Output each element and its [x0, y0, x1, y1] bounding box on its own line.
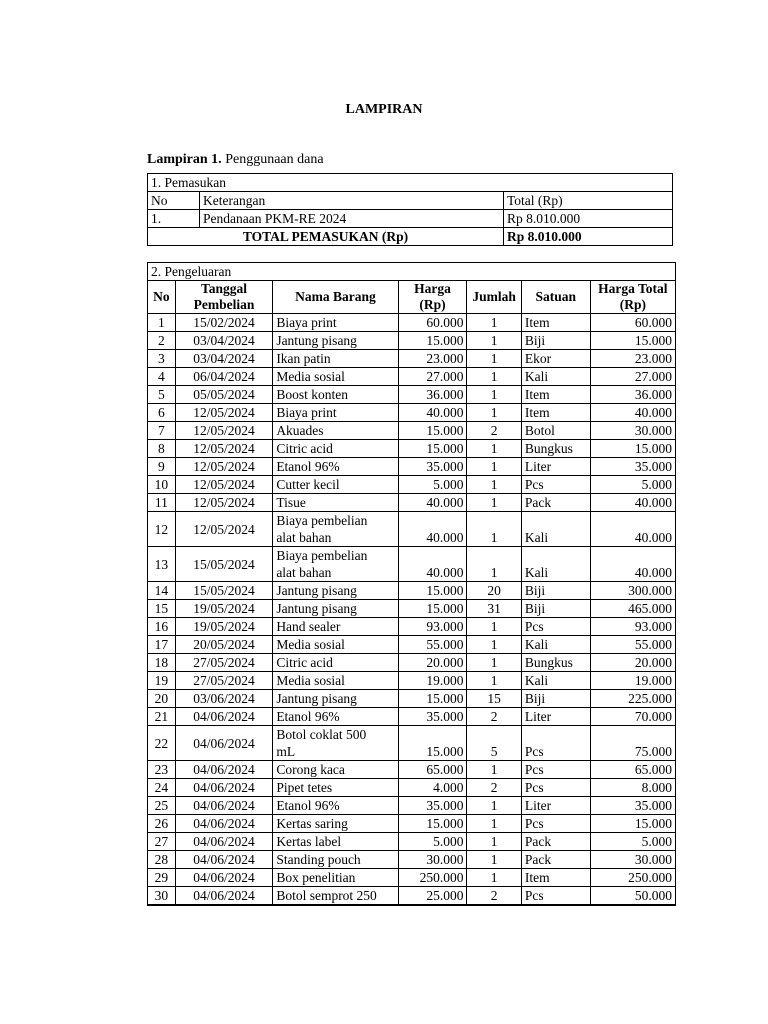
- income-section-row: [148, 174, 673, 192]
- cell-price: 40.000: [398, 404, 467, 422]
- header-total-line2: (Rp): [619, 297, 646, 312]
- cell-qty: 1: [467, 368, 521, 386]
- cell-qty: 20: [467, 582, 521, 600]
- cell-price: 15.000: [398, 440, 467, 458]
- caption-text: Penggunaan dana: [225, 152, 324, 167]
- income-header-row: [148, 192, 673, 210]
- cell-name: Jantung pisang: [273, 690, 398, 708]
- table-row: [148, 726, 676, 761]
- cell-unit: Pcs: [521, 726, 590, 761]
- table-row: [148, 512, 676, 547]
- cell-total: 23.000: [590, 350, 675, 368]
- cell-name: Media sosial: [273, 636, 398, 654]
- cell-qty: 1: [467, 314, 521, 332]
- cell-name-line2: mL: [276, 744, 296, 759]
- cell-date: 04/06/2024: [175, 851, 273, 869]
- cell-name: Jantung pisang: [273, 332, 398, 350]
- cell-total: 55.000: [590, 636, 675, 654]
- cell-price: 15.000: [398, 600, 467, 618]
- table-row: [148, 422, 676, 440]
- table-row: [148, 815, 676, 833]
- cell-total: 75.000: [590, 726, 675, 761]
- cell-no: 6: [148, 404, 176, 422]
- cell-no: 2: [148, 332, 176, 350]
- cell-date: 06/04/2024: [175, 368, 273, 386]
- cell-qty: 1: [467, 440, 521, 458]
- cell-unit: Pcs: [521, 476, 590, 494]
- cell-no: 17: [148, 636, 176, 654]
- cell-total: 30.000: [590, 422, 675, 440]
- cell-price: 93.000: [398, 618, 467, 636]
- cell-unit: Pack: [521, 494, 590, 512]
- cell-date: 04/06/2024: [175, 887, 273, 906]
- cell-qty: 31: [467, 600, 521, 618]
- income-row: [148, 210, 673, 228]
- cell-date: 12/05/2024: [175, 440, 273, 458]
- cell-no: 25: [148, 797, 176, 815]
- table-row: [148, 851, 676, 869]
- cell-no: 22: [148, 726, 176, 761]
- cell-unit: Kali: [521, 512, 590, 547]
- cell-qty: 1: [467, 494, 521, 512]
- cell-name: Jantung pisang: [273, 600, 398, 618]
- cell-unit: Ekor: [521, 350, 590, 368]
- cell-no: 26: [148, 815, 176, 833]
- cell-name: Biaya print: [273, 404, 398, 422]
- cell-qty: 1: [467, 761, 521, 779]
- cell-name-line1: Biaya pembelian: [276, 548, 368, 563]
- cell-no: 23: [148, 761, 176, 779]
- cell-unit: Kali: [521, 672, 590, 690]
- cell-qty: 1: [467, 672, 521, 690]
- cell-qty: 1: [467, 851, 521, 869]
- cell-price: 20.000: [398, 654, 467, 672]
- table-row: [148, 618, 676, 636]
- cell-total: 40.000: [590, 494, 675, 512]
- cell-price: 15.000: [398, 422, 467, 440]
- cell-no: 24: [148, 779, 176, 797]
- table-row: [148, 600, 676, 618]
- cell-total: 225.000: [590, 690, 675, 708]
- table-row: [148, 887, 676, 906]
- table-row: [148, 314, 676, 332]
- cell-date: 27/05/2024: [175, 654, 273, 672]
- caption-label: Lampiran 1.: [147, 152, 222, 167]
- cell-name: Etanol 96%: [273, 708, 398, 726]
- header-qty: Jumlah: [467, 281, 521, 314]
- header-no: No: [148, 281, 176, 314]
- cell-qty: 1: [467, 547, 521, 582]
- cell-price: 30.000: [398, 851, 467, 869]
- cell-unit: Item: [521, 404, 590, 422]
- cell-date: 12/05/2024: [175, 494, 273, 512]
- cell-name-line2: alat bahan: [276, 530, 332, 545]
- cell-qty: 1: [467, 815, 521, 833]
- cell-date: 04/06/2024: [175, 797, 273, 815]
- income-total-row: [148, 228, 673, 246]
- cell-no: 30: [148, 887, 176, 906]
- cell-name: Cutter kecil: [273, 476, 398, 494]
- cell-date: 12/05/2024: [175, 422, 273, 440]
- cell-name: Kertas label: [273, 833, 398, 851]
- income-header-total: Total (Rp): [504, 192, 673, 210]
- cell-total: 465.000: [590, 600, 675, 618]
- cell-unit: Kali: [521, 636, 590, 654]
- cell-date: 15/02/2024: [175, 314, 273, 332]
- expense-header-row: [148, 281, 676, 314]
- cell-price: 15.000: [398, 582, 467, 600]
- cell-unit: Kali: [521, 547, 590, 582]
- cell-no: 3: [148, 350, 176, 368]
- cell-no: 4: [148, 368, 176, 386]
- cell-price: 35.000: [398, 458, 467, 476]
- cell-no: 9: [148, 458, 176, 476]
- cell-qty: 1: [467, 350, 521, 368]
- cell-price: 23.000: [398, 350, 467, 368]
- cell-unit: Biji: [521, 600, 590, 618]
- cell-total: 35.000: [590, 458, 675, 476]
- cell-name: [273, 512, 398, 547]
- header-total-line1: Harga Total: [598, 281, 668, 296]
- cell-no: 20: [148, 690, 176, 708]
- cell-date: 04/06/2024: [175, 708, 273, 726]
- cell-name: Citric acid: [273, 440, 398, 458]
- cell-price: 15.000: [398, 332, 467, 350]
- cell-unit: Item: [521, 869, 590, 887]
- cell-name: Etanol 96%: [273, 458, 398, 476]
- header-price-line2: (Rp): [419, 297, 446, 312]
- cell-unit: Pack: [521, 833, 590, 851]
- cell-unit: Botol: [521, 422, 590, 440]
- cell-qty: 2: [467, 422, 521, 440]
- header-name: Nama Barang: [273, 281, 398, 314]
- cell-unit: Biji: [521, 332, 590, 350]
- cell-price: 60.000: [398, 314, 467, 332]
- cell-total: 40.000: [590, 404, 675, 422]
- cell-date: 03/04/2024: [175, 332, 273, 350]
- cell-qty: 15: [467, 690, 521, 708]
- cell-qty: 1: [467, 636, 521, 654]
- cell-price: 250.000: [398, 869, 467, 887]
- cell-date: 12/05/2024: [175, 458, 273, 476]
- cell-unit: Bungkus: [521, 440, 590, 458]
- table-row: [148, 440, 676, 458]
- cell-name: Citric acid: [273, 654, 398, 672]
- cell-no: 11: [148, 494, 176, 512]
- cell-price: 36.000: [398, 386, 467, 404]
- cell-total: 15.000: [590, 440, 675, 458]
- cell-date: 04/06/2024: [175, 726, 273, 761]
- expense-section-row: [148, 263, 676, 281]
- income-cell-desc: Pendanaan PKM-RE 2024: [200, 210, 504, 228]
- cell-name-line2: alat bahan: [276, 565, 332, 580]
- cell-unit: Item: [521, 314, 590, 332]
- cell-unit: Item: [521, 386, 590, 404]
- cell-qty: 1: [467, 512, 521, 547]
- cell-total: 36.000: [590, 386, 675, 404]
- cell-price: 25.000: [398, 887, 467, 906]
- header-date-line1: Tanggal: [201, 281, 248, 296]
- cell-price: 40.000: [398, 547, 467, 582]
- cell-total: 5.000: [590, 833, 675, 851]
- table-row: [148, 690, 676, 708]
- cell-date: 15/05/2024: [175, 582, 273, 600]
- cell-total: 5.000: [590, 476, 675, 494]
- table-row: [148, 332, 676, 350]
- cell-total: 30.000: [590, 851, 675, 869]
- cell-name: Botol semprot 250: [273, 887, 398, 906]
- cell-date: 04/06/2024: [175, 869, 273, 887]
- expense-section-title: 2. Pengeluaran: [148, 263, 676, 281]
- cell-total: 20.000: [590, 654, 675, 672]
- header-price-line1: Harga: [414, 281, 451, 296]
- cell-unit: Pcs: [521, 761, 590, 779]
- cell-total: 27.000: [590, 368, 675, 386]
- cell-no: 18: [148, 654, 176, 672]
- cell-total: 250.000: [590, 869, 675, 887]
- cell-no: 28: [148, 851, 176, 869]
- cell-no: 7: [148, 422, 176, 440]
- cell-total: 19.000: [590, 672, 675, 690]
- table-row: [148, 654, 676, 672]
- cell-name: Media sosial: [273, 368, 398, 386]
- cell-qty: 1: [467, 654, 521, 672]
- income-section-title: 1. Pemasukan: [148, 174, 673, 192]
- cell-name: [273, 547, 398, 582]
- cell-price: 19.000: [398, 672, 467, 690]
- cell-total: 15.000: [590, 332, 675, 350]
- cell-name: Box penelitian: [273, 869, 398, 887]
- table-row: [148, 582, 676, 600]
- income-cell-total: Rp 8.010.000: [504, 210, 673, 228]
- cell-name: Standing pouch: [273, 851, 398, 869]
- cell-total: 93.000: [590, 618, 675, 636]
- expense-table: [147, 262, 676, 906]
- cell-price: 27.000: [398, 368, 467, 386]
- cell-qty: 1: [467, 386, 521, 404]
- table-row: [148, 404, 676, 422]
- income-header-no: No: [148, 192, 200, 210]
- header-date: [175, 281, 273, 314]
- cell-price: 35.000: [398, 708, 467, 726]
- cell-qty: 1: [467, 618, 521, 636]
- cell-price: 65.000: [398, 761, 467, 779]
- cell-date: 19/05/2024: [175, 618, 273, 636]
- cell-unit: Pack: [521, 851, 590, 869]
- cell-unit: Pcs: [521, 815, 590, 833]
- cell-qty: 1: [467, 833, 521, 851]
- cell-price: 4.000: [398, 779, 467, 797]
- table-row: [148, 708, 676, 726]
- cell-price: 5.000: [398, 476, 467, 494]
- cell-name: Tisue: [273, 494, 398, 512]
- cell-no: 1: [148, 314, 176, 332]
- cell-date: 05/05/2024: [175, 386, 273, 404]
- header-total: [590, 281, 675, 314]
- income-cell-no: 1.: [148, 210, 200, 228]
- cell-name: Corong kaca: [273, 761, 398, 779]
- table-row: [148, 636, 676, 654]
- cell-unit: Biji: [521, 690, 590, 708]
- cell-date: 12/05/2024: [175, 404, 273, 422]
- income-total-label: TOTAL PEMASUKAN (Rp): [148, 228, 504, 246]
- cell-unit: Liter: [521, 458, 590, 476]
- table-row: [148, 368, 676, 386]
- cell-no: 15: [148, 600, 176, 618]
- header-date-line2: Pembelian: [193, 297, 255, 312]
- cell-name: Pipet tetes: [273, 779, 398, 797]
- cell-unit: Pcs: [521, 779, 590, 797]
- cell-qty: 1: [467, 332, 521, 350]
- cell-total: 60.000: [590, 314, 675, 332]
- table-row: [148, 797, 676, 815]
- cell-name: Ikan patin: [273, 350, 398, 368]
- cell-total: 40.000: [590, 512, 675, 547]
- cell-total: 35.000: [590, 797, 675, 815]
- cell-total: 70.000: [590, 708, 675, 726]
- cell-qty: 1: [467, 869, 521, 887]
- cell-no: 27: [148, 833, 176, 851]
- cell-qty: 2: [467, 779, 521, 797]
- cell-no: 14: [148, 582, 176, 600]
- cell-name: Biaya print: [273, 314, 398, 332]
- cell-no: 5: [148, 386, 176, 404]
- cell-name: Akuades: [273, 422, 398, 440]
- cell-date: 12/05/2024: [175, 512, 273, 547]
- table-row: [148, 547, 676, 582]
- cell-name: Jantung pisang: [273, 582, 398, 600]
- cell-unit: Pcs: [521, 887, 590, 906]
- income-header-desc: Keterangan: [200, 192, 504, 210]
- cell-total: 300.000: [590, 582, 675, 600]
- cell-no: 12: [148, 512, 176, 547]
- cell-qty: 5: [467, 726, 521, 761]
- cell-no: 19: [148, 672, 176, 690]
- income-table: [147, 173, 673, 246]
- header-unit: Satuan: [521, 281, 590, 314]
- table-row: [148, 761, 676, 779]
- cell-name: [273, 726, 398, 761]
- cell-date: 04/06/2024: [175, 833, 273, 851]
- cell-name: Hand sealer: [273, 618, 398, 636]
- cell-date: 03/04/2024: [175, 350, 273, 368]
- cell-date: 04/06/2024: [175, 815, 273, 833]
- cell-no: 29: [148, 869, 176, 887]
- income-total-value: Rp 8.010.000: [504, 228, 673, 246]
- cell-date: 27/05/2024: [175, 672, 273, 690]
- cell-unit: Liter: [521, 797, 590, 815]
- cell-price: 35.000: [398, 797, 467, 815]
- cell-no: 21: [148, 708, 176, 726]
- cell-name: Etanol 96%: [273, 797, 398, 815]
- cell-qty: 1: [467, 404, 521, 422]
- cell-total: 15.000: [590, 815, 675, 833]
- table-row: [148, 833, 676, 851]
- cell-date: 15/05/2024: [175, 547, 273, 582]
- cell-no: 10: [148, 476, 176, 494]
- table-row: [148, 672, 676, 690]
- table-row: [148, 494, 676, 512]
- cell-total: 40.000: [590, 547, 675, 582]
- cell-name: Kertas saring: [273, 815, 398, 833]
- cell-date: 12/05/2024: [175, 476, 273, 494]
- cell-unit: Pcs: [521, 618, 590, 636]
- cell-date: 19/05/2024: [175, 600, 273, 618]
- cell-unit: Kali: [521, 368, 590, 386]
- cell-unit: Bungkus: [521, 654, 590, 672]
- cell-name: Boost konten: [273, 386, 398, 404]
- table-row: [148, 350, 676, 368]
- cell-date: 04/06/2024: [175, 761, 273, 779]
- cell-price: 40.000: [398, 494, 467, 512]
- cell-price: 40.000: [398, 512, 467, 547]
- cell-qty: 1: [467, 476, 521, 494]
- cell-no: 8: [148, 440, 176, 458]
- cell-name-line1: Botol coklat 500: [276, 727, 367, 742]
- cell-no: 13: [148, 547, 176, 582]
- cell-qty: 2: [467, 708, 521, 726]
- cell-total: 8.000: [590, 779, 675, 797]
- cell-unit: Biji: [521, 582, 590, 600]
- table-row: [148, 476, 676, 494]
- table-row: [148, 386, 676, 404]
- cell-qty: 1: [467, 458, 521, 476]
- header-price: [398, 281, 467, 314]
- cell-unit: Liter: [521, 708, 590, 726]
- cell-date: 20/05/2024: [175, 636, 273, 654]
- cell-price: 15.000: [398, 726, 467, 761]
- cell-total: 65.000: [590, 761, 675, 779]
- cell-date: 03/06/2024: [175, 690, 273, 708]
- cell-qty: 1: [467, 797, 521, 815]
- table-row: [148, 779, 676, 797]
- cell-price: 15.000: [398, 815, 467, 833]
- table-caption: [147, 152, 324, 168]
- cell-qty: 2: [467, 887, 521, 906]
- cell-name: Media sosial: [273, 672, 398, 690]
- table-row: [148, 458, 676, 476]
- cell-total: 50.000: [590, 887, 675, 906]
- cell-price: 55.000: [398, 636, 467, 654]
- cell-date: 04/06/2024: [175, 779, 273, 797]
- cell-price: 15.000: [398, 690, 467, 708]
- cell-price: 5.000: [398, 833, 467, 851]
- table-row: [148, 869, 676, 887]
- cell-name-line1: Biaya pembelian: [276, 513, 368, 528]
- page-title: LAMPIRAN: [345, 102, 423, 117]
- cell-no: 16: [148, 618, 176, 636]
